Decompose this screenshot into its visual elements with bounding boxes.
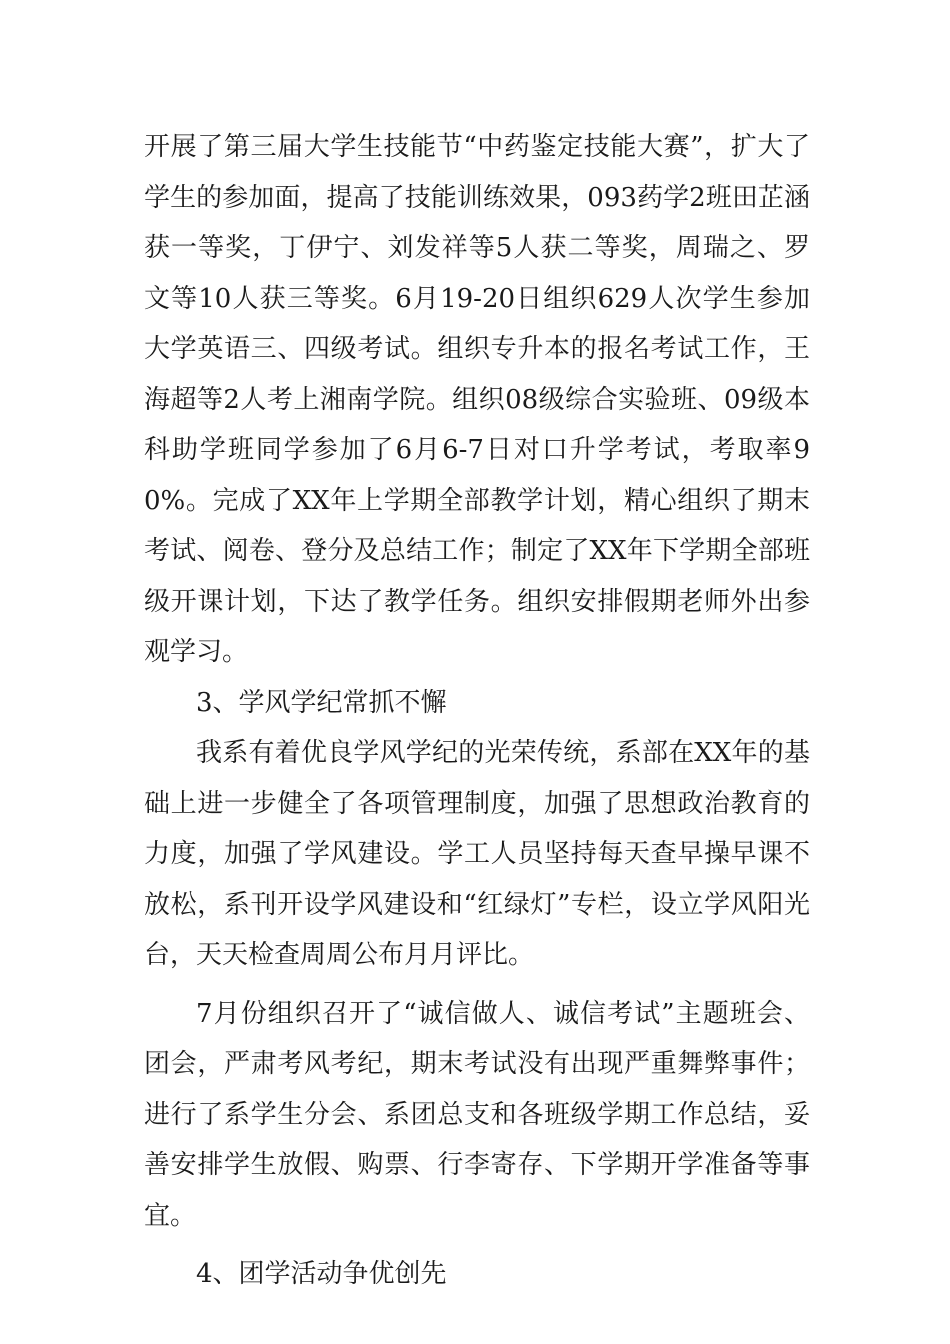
section-heading-league-activities: 4、团学活动争优创先 <box>196 1259 447 1289</box>
paragraph-honesty-exam: 7月份组织召开了“诚信做人、诚信考试”主题班会、团会，严肃考风考纪，期末考试没有出现严重舞弊事件；进行了系学生分会、系团总支和各班级学期工作总结，妥善安排学生放假、购票、行李寄存、下学期开学准备等事宜。 <box>144 998 810 1231</box>
paragraph-exams-and-teaching: 开展了第三届大学生技能节“中药鉴定技能大赛”，扩大了学生的参加面，提高了技能训练效果，093药学2班田芷涵获一等奖，丁伊宁、刘发祥等5人获二等奖，周瑞之、罗文等10人获三等奖。6月19-20日组织629人次学生参加大学英语三、四级考试。组织专升本的报名考试工作，王海超等2人考上湘南学院。组织08级综合实验班、09级本科助学班同学参加了6月6-7日对口升学考试，考取率90%。完成了XX年上学期全部教学计划，精心组织了期末考试、阅卷、登分及总结工作；制定了XX年下学期全部班级开课计划，下达了教学任务。组织安排假期老师外出参观学习。 <box>144 132 810 667</box>
section-heading-study-discipline: 3、学风学纪常抓不懈 <box>196 687 447 718</box>
document-body <box>144 122 810 1300</box>
paragraph-study-discipline: 我系有着优良学风学纪的光荣传统，系部在XX年的基础上进一步健全了各项管理制度，加强了思想政治教育的力度，加强了学风建设。学工人员坚持每天查早操早课不放松，系刊开设学风建设和“红绿灯”专栏，设立学风阳光台，天天检查周周公布月月评比。 <box>144 738 810 970</box>
